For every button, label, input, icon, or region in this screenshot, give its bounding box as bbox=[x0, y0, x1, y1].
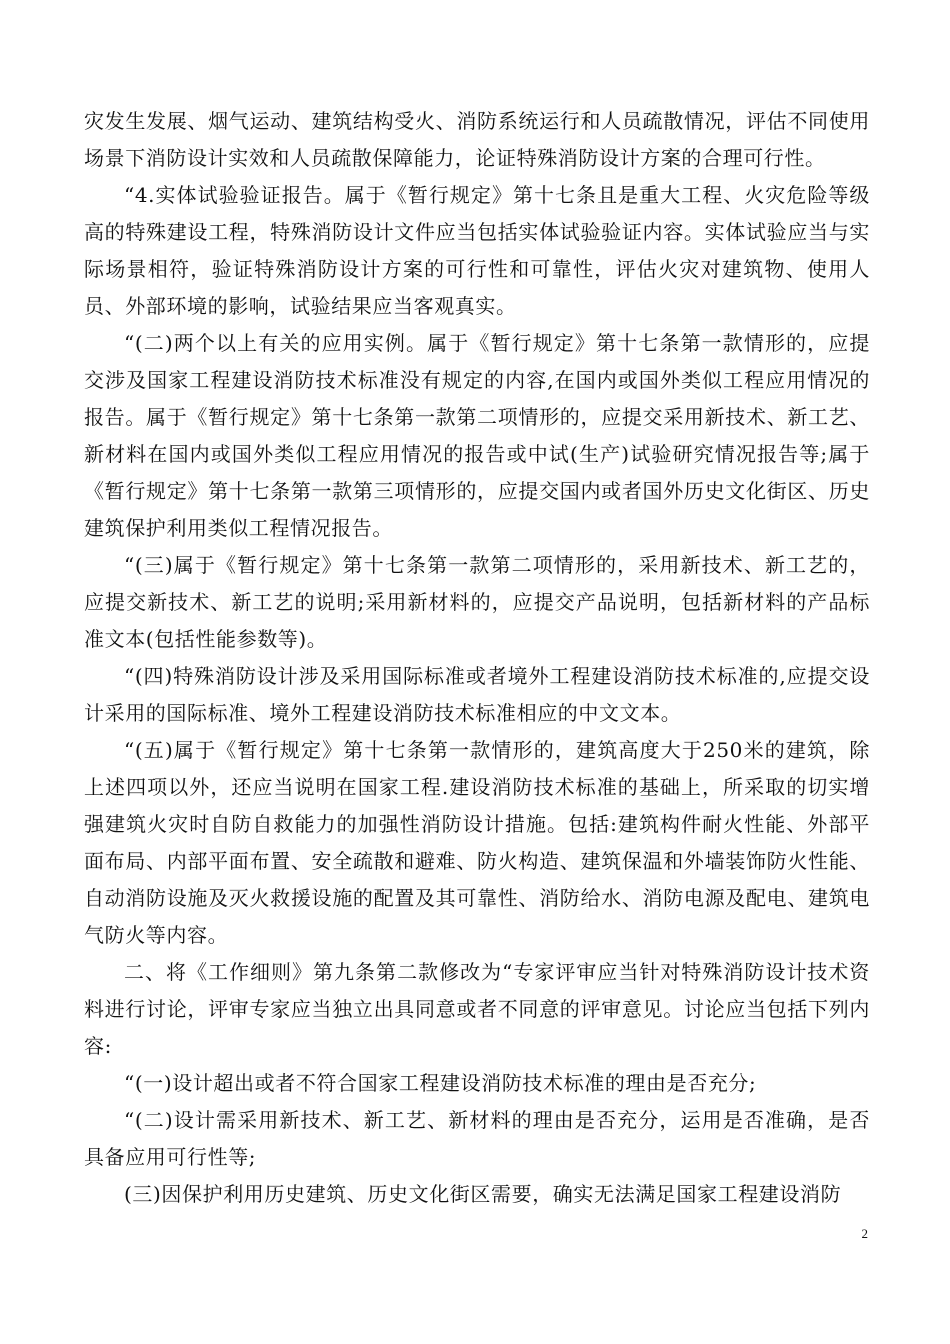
paragraph-section-3: “(三)属于《暂行规定》第十七条第一款第二项情形的，采用新技术、新工艺的，应提交新技术、新工艺的说明;采用新材料的，应提交产品说明，包括新材料的产品标准文本(包括性能参数等)。 bbox=[84, 553, 870, 651]
paragraph-item-4: “4.实体试验验证报告。属于《暂行规定》第十七条且是重大工程、火灾危险等级高的特殊建设工程，特殊消防设计文件应当包括实体试验验证内容。实体试验应当与实际场景相符，验证特殊消防设计方案的可行性和可靠性，评估火灾对建筑物、使用人员、外部环境的影响，试验结果应当客观真实。 bbox=[84, 183, 870, 318]
paragraph-amendment-2: 二、将《工作细则》第九条第二款修改为“专家评审应当针对特殊消防设计技术资料进行讨论，评审专家应当独立出具同意或者不同意的评审意见。讨论应当包括下列内容: bbox=[84, 960, 870, 1058]
paragraph-section-2: “(二)两个以上有关的应用实例。属于《暂行规定》第十七条第一款情形的，应提交涉及国家工程建设消防技术标准没有规定的内容,在国内或国外类似工程应用情况的报告。属于《暂行规定》第十七条第一款第二项情形的，应提交采用新技术、新工艺、新材料在国内或国外类似工程应用情况的报告或中试(生产)试验研究情况报告等;属于《暂行规定》第十七条第一款第三项情形的，应提交国内或者国外历史文化街区、历史建筑保护利用类似工程情况报告。 bbox=[84, 331, 870, 540]
paragraph-section-4: “(四)特殊消防设计涉及采用国际标准或者境外工程建设消防技术标准的,应提交设计采用的国际标准、境外工程建设消防技术标准相应的中文文本。 bbox=[84, 664, 870, 725]
paragraph-section-5: “(五)属于《暂行规定》第十七条第一款情形的，建筑高度大于250米的建筑，除上述四项以外，还应当说明在国家工程.建设消防技术标准的基础上，所采取的切实增强建筑火灾时自防自救能力的加强性消防设计措施。包括:建筑构件耐火性能、外部平面布局、内部平面布置、安全疏散和避难、防火构造、建筑保温和外墙装饰防火性能、自动消防设施及灭火救援设施的配置及其可靠性、消防给水、消防电源及配电、建筑电气防火等内容。 bbox=[84, 738, 870, 947]
paragraph-review-item-2: “(二)设计需采用新技术、新工艺、新材料的理由是否充分，运用是否准确，是否具备应用可行性等; bbox=[84, 1108, 870, 1169]
paragraph-continuation: 灾发生发展、烟气运动、建筑结构受火、消防系统运行和人员疏散情况，评估不同使用场景下消防设计实效和人员疏散保障能力，论证特殊消防设计方案的合理可行性。 bbox=[84, 109, 870, 170]
document-body bbox=[84, 103, 870, 1213]
paragraph-review-item-1: “(一)设计超出或者不符合国家工程建设消防技术标准的理由是否充分; bbox=[124, 1071, 757, 1095]
page-number: 2 bbox=[861, 1226, 868, 1241]
paragraph-review-item-3: (三)因保护利用历史建筑、历史文化街区需要，确实无法满足国家工程建设消防 bbox=[124, 1182, 842, 1206]
